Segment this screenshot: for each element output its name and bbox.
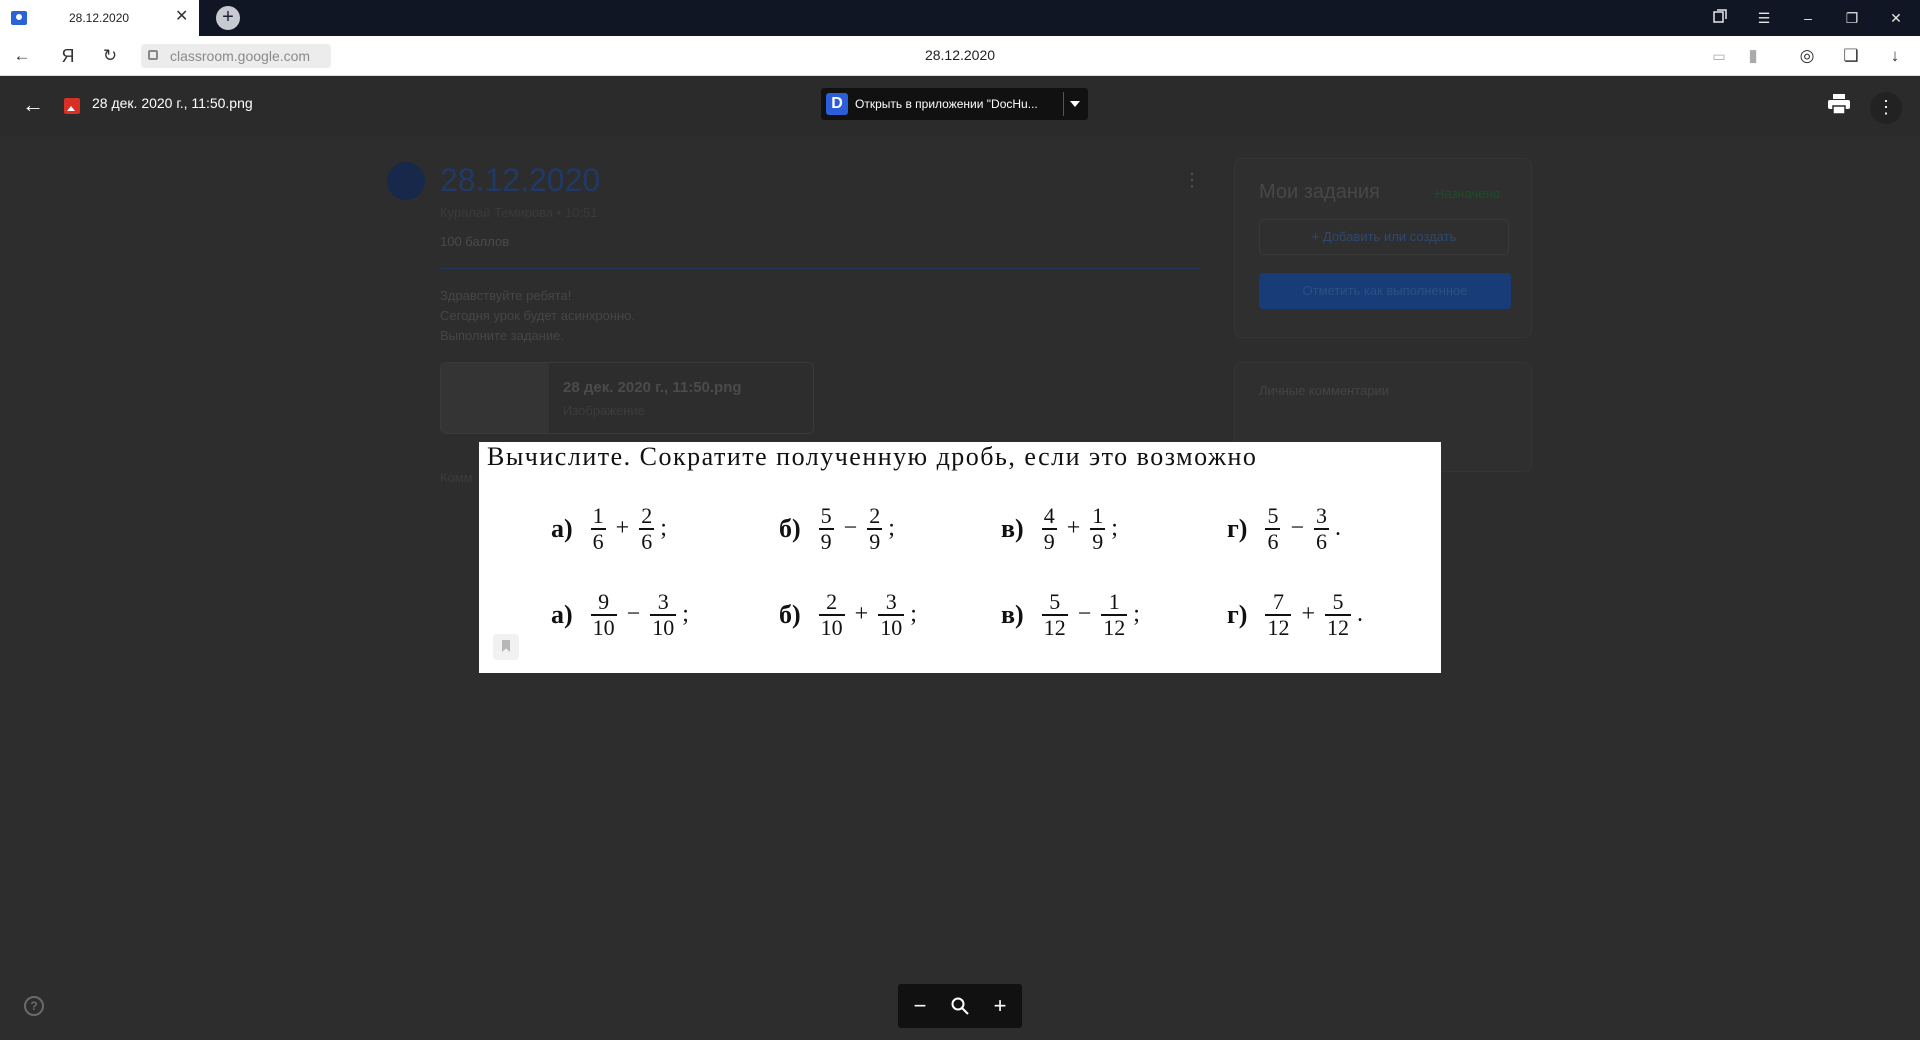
operator: + <box>1301 601 1316 628</box>
reload-icon[interactable]: ↻ <box>102 46 118 65</box>
numerator: 9 <box>598 589 610 614</box>
denominator: 12 <box>1267 614 1290 640</box>
fraction <box>1042 590 1068 640</box>
close-window-icon[interactable]: ✕ <box>1890 10 1902 26</box>
fraction-expression <box>779 504 895 554</box>
numerator: 1 <box>592 503 604 528</box>
operator: − <box>843 515 858 542</box>
tabs-icon[interactable] <box>1710 8 1730 28</box>
page-title: 28.12.2020 <box>924 47 996 63</box>
bookmark-icon[interactable] <box>493 634 519 660</box>
numerator: 5 <box>820 503 832 528</box>
globe-icon[interactable]: ◎ <box>1799 46 1815 65</box>
file-name: 28 дек. 2020 г., 11:50.png <box>92 95 253 111</box>
add-or-create-button[interactable]: + Добавить или создать <box>1259 219 1509 255</box>
zoom-out-button[interactable]: − <box>913 993 927 1018</box>
attachment-name: 28 дек. 2020 г., 11:50.png <box>563 379 742 396</box>
assignment-author: Куралай Темирова • 10:51 <box>440 205 598 220</box>
fraction-expression <box>1001 590 1140 640</box>
denominator: 10 <box>820 614 843 640</box>
help-icon[interactable]: ? <box>24 996 44 1016</box>
numerator: 2 <box>641 503 653 528</box>
viewer-toolbar <box>0 76 1920 136</box>
close-tab-icon[interactable]: ✕ <box>175 8 189 25</box>
fraction <box>591 590 617 640</box>
numerator: 3 <box>657 589 669 614</box>
open-in-app-label: Открыть в приложении "DocHu... <box>855 97 1038 111</box>
browser-tab-bar <box>0 0 1920 36</box>
denominator: 12 <box>1103 614 1126 640</box>
zoom-in-button[interactable]: + <box>993 993 1007 1018</box>
numerator: 4 <box>1043 503 1055 528</box>
item-label: а) <box>551 599 573 629</box>
item-label: б) <box>779 599 801 629</box>
numerator: 3 <box>885 589 897 614</box>
collections-icon[interactable]: ❏ <box>1843 46 1859 65</box>
dochub-logo-icon: D <box>826 93 848 115</box>
classroom-favicon-icon <box>11 11 27 25</box>
fraction <box>867 504 882 554</box>
fraction-expression <box>1227 590 1363 640</box>
operator: + <box>615 515 630 542</box>
fraction-expression <box>1227 504 1341 554</box>
fraction-expression <box>1001 504 1118 554</box>
item-label: б) <box>779 513 801 543</box>
operator: + <box>1066 515 1081 542</box>
numerator: 5 <box>1049 589 1061 614</box>
terminator: ; <box>682 601 689 628</box>
numerator: 5 <box>1332 589 1344 614</box>
numerator: 1 <box>1108 589 1120 614</box>
numerator: 5 <box>1267 503 1279 528</box>
operator: − <box>1077 601 1092 628</box>
image-file-icon <box>64 98 80 114</box>
operator: + <box>854 601 869 628</box>
numerator: 3 <box>1316 503 1328 528</box>
terminator: ; <box>1111 515 1118 542</box>
denominator: 9 <box>1043 528 1055 554</box>
denominator: 10 <box>592 614 615 640</box>
yandex-icon[interactable]: Я <box>61 46 75 66</box>
denominator: 6 <box>1316 528 1328 554</box>
no-image-icon[interactable]: ▭ <box>1712 48 1726 64</box>
attachment-thumbnail <box>441 363 549 433</box>
zoom-controls <box>898 984 1022 1028</box>
back-icon[interactable]: ← <box>13 46 31 65</box>
print-icon[interactable] <box>1828 94 1850 114</box>
new-tab-button[interactable]: + <box>216 6 240 30</box>
denominator: 9 <box>820 528 832 554</box>
divider <box>440 268 1200 269</box>
fraction <box>1325 590 1351 640</box>
zoom-reset-icon[interactable] <box>946 992 974 1020</box>
denominator: 9 <box>1092 528 1104 554</box>
assignment-text-line: Сегодня урок будет асинхронно. <box>440 308 636 323</box>
assignment-icon <box>387 162 425 200</box>
private-comments-title: Личные комментарии <box>1259 383 1390 398</box>
denominator: 10 <box>652 614 675 640</box>
fraction <box>639 504 654 554</box>
chevron-down-icon[interactable] <box>1070 101 1080 107</box>
assignment-title: 28.12.2020 <box>440 162 601 198</box>
item-label: в) <box>1001 513 1024 543</box>
denominator: 12 <box>1327 614 1350 640</box>
image-preview <box>479 442 1441 673</box>
back-arrow-icon[interactable]: ← <box>22 92 44 117</box>
numerator: 2 <box>869 503 881 528</box>
numerator: 7 <box>1272 589 1284 614</box>
item-label: а) <box>551 513 573 543</box>
fraction-expression <box>551 504 667 554</box>
browser-tab[interactable] <box>0 0 199 36</box>
fraction <box>650 590 676 640</box>
denominator: 9 <box>869 528 881 554</box>
task-heading: Вычислите. Сократите полученную дробь, если это возможно <box>487 442 1258 471</box>
denominator: 6 <box>641 528 653 554</box>
terminator: ; <box>888 515 895 542</box>
status-badge: Назначено <box>1435 186 1500 201</box>
operator: − <box>1290 515 1305 542</box>
address-bar <box>0 36 1920 76</box>
fraction <box>1265 504 1280 554</box>
fraction <box>878 590 904 640</box>
terminator: ; <box>910 601 917 628</box>
fraction <box>1042 504 1057 554</box>
terminator: . <box>1357 601 1364 628</box>
fraction-expression <box>779 590 917 640</box>
numerator: 2 <box>826 589 838 614</box>
operator: − <box>626 601 641 628</box>
download-icon[interactable]: ↓ <box>1890 46 1900 65</box>
menu-icon[interactable]: ☰ <box>1757 10 1771 26</box>
divider <box>1063 92 1064 116</box>
my-tasks-title: Мои задания <box>1259 181 1380 203</box>
item-label: г) <box>1227 599 1248 629</box>
fraction <box>1265 590 1291 640</box>
attachment-card[interactable] <box>440 362 814 434</box>
minimize-icon[interactable]: – <box>1804 10 1812 26</box>
url-text: classroom.google.com <box>170 48 311 64</box>
denominator: 6 <box>1267 528 1279 554</box>
fraction <box>591 504 606 554</box>
terminator: ; <box>1133 601 1140 628</box>
tab-title: 28.12.2020 <box>69 11 130 25</box>
fraction <box>819 590 845 640</box>
denominator: 12 <box>1043 614 1066 640</box>
fraction-expression <box>551 590 689 640</box>
restore-icon[interactable]: ❐ <box>1845 10 1859 26</box>
attachment-type: Изображение <box>563 403 645 418</box>
denominator: 6 <box>592 528 604 554</box>
more-options-icon[interactable]: ⋮ <box>1183 170 1201 190</box>
mark-done-button[interactable]: Отметить как выполненное <box>1259 273 1511 309</box>
denominator: 10 <box>880 614 903 640</box>
fraction <box>1314 504 1329 554</box>
assignment-text-line: Здравствуйте ребята! <box>440 288 572 303</box>
item-label: г) <box>1227 513 1248 543</box>
terminator: . <box>1335 515 1342 542</box>
my-tasks-card <box>1234 158 1532 338</box>
numerator: 1 <box>1092 503 1104 528</box>
terminator: ; <box>660 515 667 542</box>
fraction <box>1090 504 1105 554</box>
fraction <box>1101 590 1127 640</box>
bookmark-icon[interactable]: ▮ <box>1748 46 1758 65</box>
fraction <box>819 504 834 554</box>
item-label: в) <box>1001 599 1024 629</box>
assignment-points: 100 баллов <box>440 234 510 249</box>
more-vert-icon[interactable]: ⋮ <box>1870 92 1902 124</box>
class-comments-label: Комм <box>440 470 473 485</box>
assignment-text-line: Выполните задание. <box>440 328 564 343</box>
open-in-app-button[interactable] <box>821 88 1088 120</box>
